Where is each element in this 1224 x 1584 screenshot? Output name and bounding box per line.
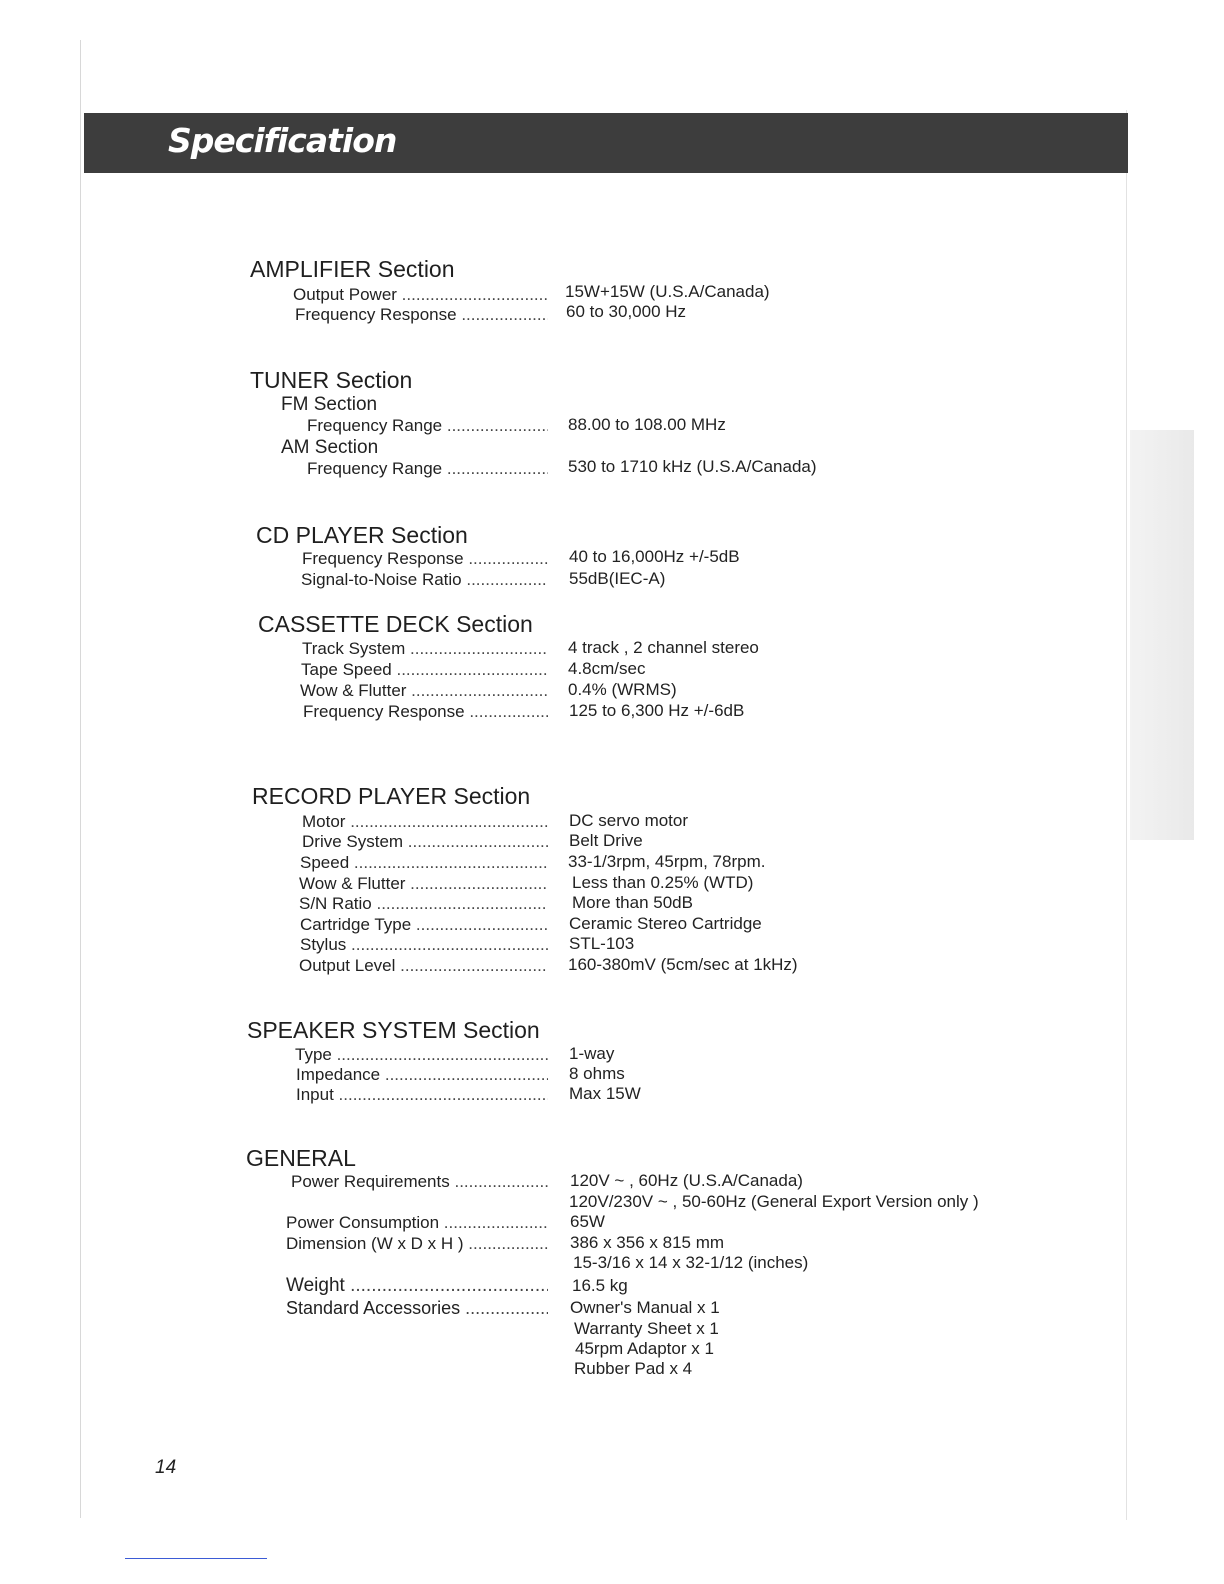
spec-label: Wow & Flutter ..... bbox=[300, 681, 548, 701]
spec-label: Input ..... bbox=[296, 1085, 548, 1105]
section-title-general: GENERAL bbox=[246, 1145, 356, 1171]
section-title-amplifier: AMPLIFIER Section bbox=[250, 256, 455, 282]
spec-label: Drive System ..... bbox=[302, 832, 548, 852]
spec-label: Track System ..... bbox=[302, 639, 548, 659]
spec-value: Warranty Sheet x 1 bbox=[574, 1319, 719, 1338]
spec-value: 160-380mV (5cm/sec at 1kHz) bbox=[568, 955, 798, 974]
section-title-record-player: RECORD PLAYER Section bbox=[252, 783, 531, 809]
spec-value: 60 to 30,000 Hz bbox=[566, 302, 687, 321]
spec-value: Rubber Pad x 4 bbox=[574, 1359, 693, 1378]
spec-value: Belt Drive bbox=[569, 831, 643, 850]
spec-value: DC servo motor bbox=[569, 811, 689, 830]
spec-label: Motor ..... bbox=[302, 812, 548, 832]
spec-label: Frequency Range ..... bbox=[307, 416, 548, 436]
spec-label: Frequency Response ..... bbox=[295, 305, 548, 325]
spec-label: Type ..... bbox=[295, 1045, 548, 1065]
spec-value: 125 to 6,300 Hz +/-6dB bbox=[569, 701, 745, 720]
spec-value: 88.00 to 108.00 MHz bbox=[568, 415, 726, 434]
page-number: 14 bbox=[155, 1457, 177, 1478]
spec-label: Output Power ..... bbox=[293, 285, 548, 305]
spec-label: Output Level ..... bbox=[299, 956, 548, 976]
spec-value: Less than 0.25% (WTD) bbox=[572, 873, 754, 892]
spec-value: 40 to 16,000Hz +/-5dB bbox=[569, 547, 740, 566]
spec-value: Ceramic Stereo Cartridge bbox=[569, 914, 762, 933]
sub-title-fm: FM Section bbox=[281, 394, 378, 415]
spec-value: 16.5 kg bbox=[572, 1276, 628, 1295]
spec-label: Weight ..... bbox=[286, 1275, 548, 1297]
section-title-tuner: TUNER Section bbox=[250, 367, 413, 393]
spec-label: Stylus ..... bbox=[300, 935, 548, 955]
section-title-cd-player: CD PLAYER Section bbox=[256, 522, 468, 548]
spec-label: Tape Speed ..... bbox=[301, 660, 548, 680]
spec-value: 8 ohms bbox=[569, 1064, 625, 1083]
section-title-speaker-system: SPEAKER SYSTEM Section bbox=[247, 1017, 540, 1043]
spec-value: 65W bbox=[570, 1212, 605, 1231]
spec-value: Max 15W bbox=[569, 1084, 641, 1103]
spec-value: Owner's Manual x 1 bbox=[570, 1298, 720, 1317]
page-edge-left bbox=[80, 40, 81, 1518]
spec-value: 120V ~ , 60Hz (U.S.A/Canada) bbox=[570, 1171, 803, 1190]
spec-value: 45rpm Adaptor x 1 bbox=[575, 1339, 714, 1358]
spec-value: 33-1/3rpm, 45rpm, 78rpm. bbox=[568, 852, 766, 871]
spec-label: Cartridge Type ..... bbox=[300, 915, 548, 935]
spec-label: Standard Accessories ..... bbox=[286, 1298, 548, 1319]
spec-label: S/N Ratio ..... bbox=[299, 894, 548, 914]
spec-value: 4.8cm/sec bbox=[568, 659, 646, 678]
spec-value: More than 50dB bbox=[572, 893, 693, 912]
spec-label: Impedance ..... bbox=[296, 1065, 548, 1085]
spec-value: 4 track , 2 channel stereo bbox=[568, 638, 759, 657]
sub-title-am: AM Section bbox=[281, 437, 379, 458]
spec-value: 1-way bbox=[569, 1044, 615, 1063]
spec-label: Power Requirements ..... bbox=[291, 1172, 548, 1192]
spec-label: Speed ..... bbox=[300, 853, 548, 873]
spec-value: 55dB(IEC-A) bbox=[569, 569, 666, 588]
spec-value: 15W+15W (U.S.A/Canada) bbox=[565, 282, 770, 301]
spec-value: 530 to 1710 kHz (U.S.A/Canada) bbox=[568, 457, 817, 476]
footer-rule bbox=[125, 1558, 267, 1559]
spec-label: Frequency Range ..... bbox=[307, 459, 548, 479]
spec-label: Wow & Flutter ..... bbox=[299, 874, 548, 894]
page-edge-right bbox=[1126, 110, 1127, 1520]
header-band bbox=[84, 113, 1128, 173]
spec-label: Signal-to-Noise Ratio ..... bbox=[301, 570, 548, 590]
scan-shadow bbox=[1130, 430, 1194, 840]
spec-label: Power Consumption ..... bbox=[286, 1213, 548, 1233]
spec-value: 15-3/16 x 14 x 32-1/12 (inches) bbox=[573, 1253, 809, 1272]
spec-value: 120V/230V ~ , 50-60Hz (General Export Version only ) bbox=[569, 1192, 979, 1211]
spec-value: 386 x 356 x 815 mm bbox=[570, 1233, 725, 1252]
section-title-cassette-deck: CASSETTE DECK Section bbox=[258, 611, 533, 637]
spec-value: 0.4% (WRMS) bbox=[568, 680, 677, 699]
spec-label: Frequency Response ..... bbox=[303, 702, 548, 722]
spec-label: Dimension (W x D x H ) ..... bbox=[286, 1234, 548, 1254]
page-title: Specification bbox=[168, 121, 397, 160]
spec-label: Frequency Response ..... bbox=[302, 549, 548, 569]
spec-value: STL-103 bbox=[569, 934, 635, 953]
